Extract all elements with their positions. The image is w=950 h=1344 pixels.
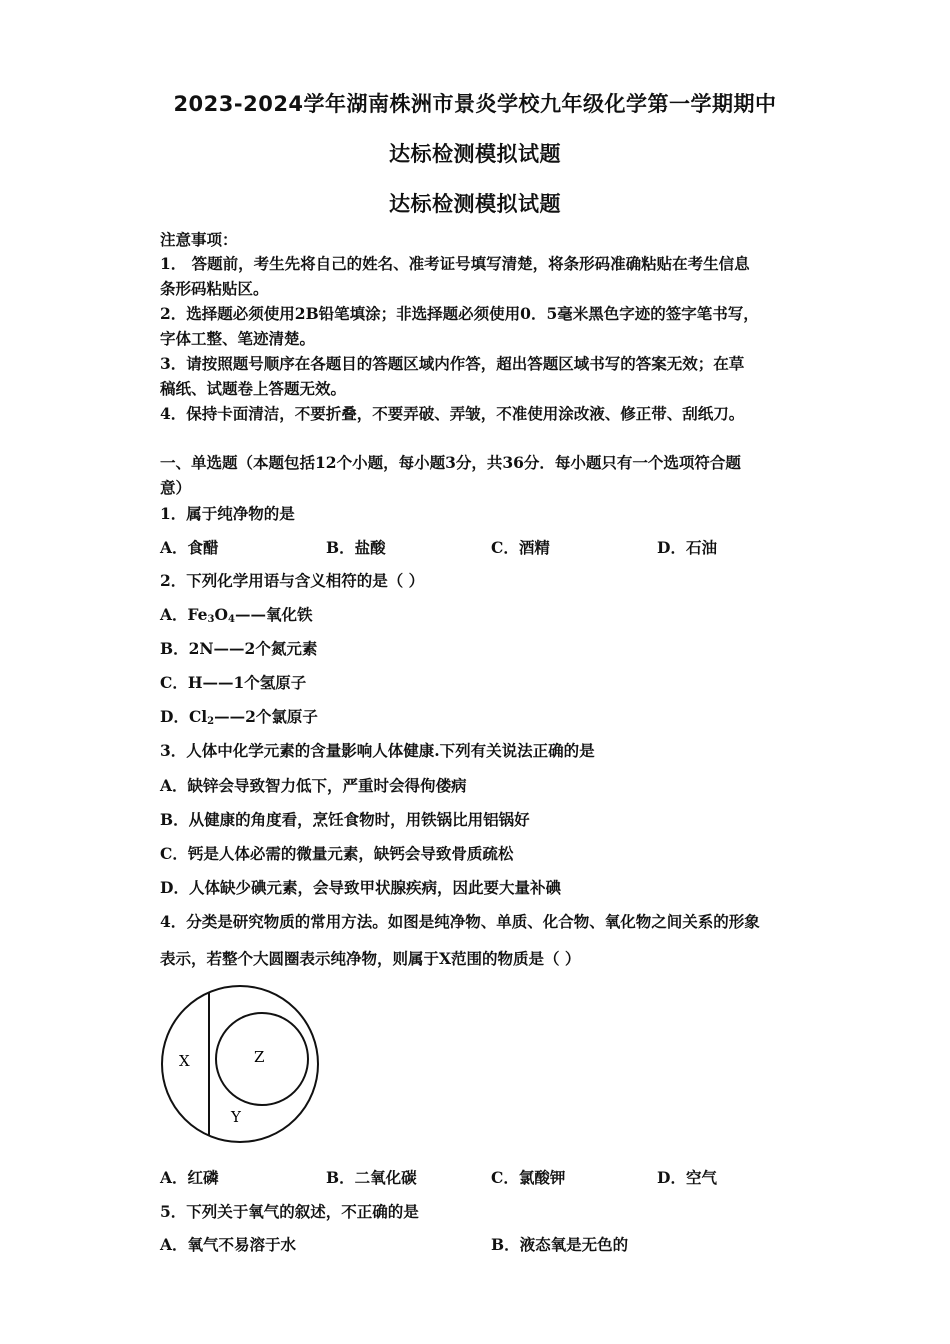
question-4-option-c: C．氯酸钾 [491,1168,566,1187]
question-1-option-a: A．食醋 [160,538,219,557]
classification-diagram [158,982,328,1154]
question-4-option-a: A．红磷 [160,1168,219,1187]
notice-item: 稿纸、试题卷上答题无效。 [160,379,347,398]
q2d-text: D．Cl [160,707,208,726]
question-2-option-c: C．H——1个氢原子 [160,673,307,692]
notice-item: 4．保持卡面清洁，不要折叠，不要弄破、弄皱，不准使用涂改液、修正带、刮纸刀。 [160,404,745,423]
label-y: Y [231,1108,241,1126]
question-1-option-d: D．石油 [657,538,717,557]
q2a-sub: 3 [207,614,215,625]
q2a-text: O [214,605,229,624]
question-2-option-a [160,603,313,625]
question-1-option-c: C．酒精 [491,538,550,557]
question-4-option-b: B．二氧化碳 [326,1168,417,1187]
exam-title-line2: 达标检测模拟试题 [389,142,561,166]
section-heading: 一、单选题（本题包括12个小题，每小题3分，共36分．每小题只有一个选项符合题 [160,453,741,472]
question-4-stem-cont: 表示，若整个大圆圈表示纯净物，则属于X范围的物质是（ ） [160,949,581,968]
notice-item: 3．请按照题号顺序在各题目的答题区域内作答，超出答题区域书写的答案无效；在草 [160,354,745,373]
q2d-text: ——2个氯原子 [214,707,318,726]
question-3-option-c: C．钙是人体必需的微量元素，缺钙会导致骨质疏松 [160,844,514,863]
section-heading-cont: 意） [160,478,192,497]
question-4-option-d: D．空气 [657,1168,717,1187]
label-z: Z [254,1048,265,1066]
label-x: X [179,1052,190,1070]
question-3-stem: 3．人体中化学元素的含量影响人体健康.下列有关说法正确的是 [160,741,595,760]
notice-item: 条形码粘贴区。 [160,279,269,298]
question-4-stem: 4．分类是研究物质的常用方法。如图是纯净物、单质、化合物、氧化物之间关系的形象 [160,912,760,931]
notice-item: 字体工整、笔迹清楚。 [160,329,316,348]
question-2-option-d [160,705,318,727]
q2a-text: A．Fe [160,605,208,624]
question-2-option-b: B．2N——2个氮元素 [160,639,318,658]
q2a-text: ——氧化铁 [235,605,313,624]
notice-item: 1． 答题前，考生先将自己的姓名、准考证号填写清楚，将条形码准确粘贴在考生信息 [160,254,750,273]
notice-heading: 注意事项： [160,230,238,249]
question-1-option-b: B．盐酸 [326,538,386,557]
q2a-sub: 4 [228,614,235,625]
question-2-stem: 2．下列化学用语与含义相符的是（ ） [160,571,425,590]
question-3-option-a: A．缺锌会导致智力低下，严重时会得佝偻病 [160,776,467,795]
question-3-option-b: B．从健康的角度看，烹饪食物时，用铁锅比用铝锅好 [160,810,530,829]
question-1-stem: 1．属于纯净物的是 [160,504,295,523]
q2d-sub: 2 [207,716,215,727]
question-5-option-a: A．氧气不易溶于水 [160,1235,297,1254]
question-3-option-d: D．人体缺少碘元素，会导致甲状腺疾病，因此要大量补碘 [160,878,561,897]
exam-title-line3: 达标检测模拟试题 [389,192,561,216]
question-5-option-b: B．液态氧是无色的 [491,1235,629,1254]
exam-title-line1: 2023-2024学年湖南株洲市景炎学校九年级化学第一学期期中 [173,92,777,116]
question-5-stem: 5．下列关于氧气的叙述，不正确的是 [160,1202,419,1221]
notice-item: 2．选择题必须使用2B铅笔填涂；非选择题必须使用0．5毫米黑色字迹的签字笔书写， [160,304,759,323]
